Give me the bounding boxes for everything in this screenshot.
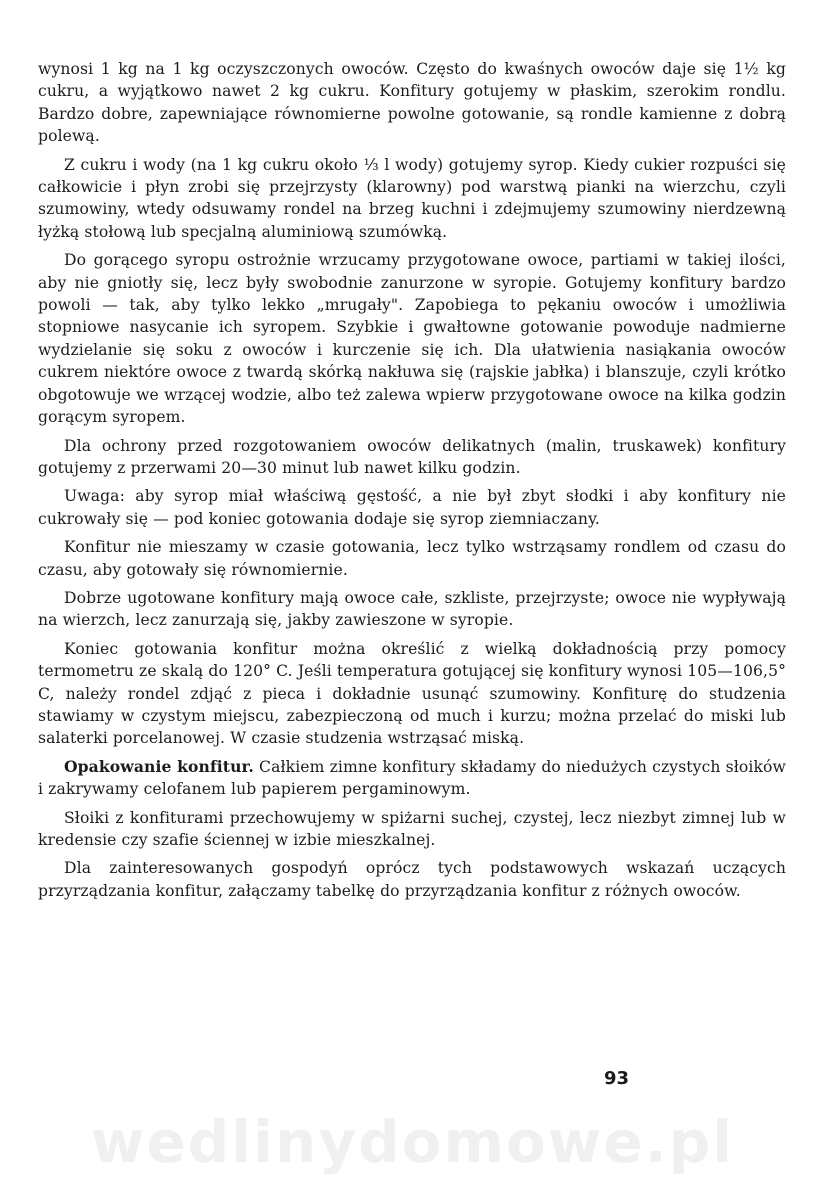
paragraph-11 (38, 857, 786, 902)
page-number: 93 (604, 1068, 630, 1089)
paragraph-8 (38, 638, 786, 750)
page-body (38, 58, 786, 908)
paragraph-3-text: Do gorącego syropu ostrożnie wrzucamy przygotowane owoce, partiami w takiej ilości, aby nie gniotły się, lecz były swobodnie zanurzone w syropie. Gotujemy konfitury bardzo powoli — tak, aby tylko lekko „mrugały". Zapobiega to pękaniu owoców i umożliwia stopniowe nasycanie ich syropem. Szybkie i gwałtowne gotowanie powoduje nadmierne wydzielanie się soku z owoców i kurczenie się ich. Dla ułatwienia nasiąkania owoców cukrem niektóre owoce z twardą skórką nakłuwa się (rajskie jabłka) i blanszuje, czyli krótko obgotowuje we wrzącej wodzie, albo też zalewa wpierw przygotowane owoce na kilka godzin gorącym syropem. (38, 251, 786, 427)
paragraph-10-text: Słoiki z konfiturami przechowujemy w spiżarni suchej, czystej, lecz niezbyt zimnej lub w kredensie czy szafie ściennej w izbie mieszkalnej. (38, 808, 786, 849)
paragraph-5 (38, 485, 786, 530)
paragraph-6-text: Konfitur nie mieszamy w czasie gotowania, lecz tylko wstrząsamy rondlem od czasu do czasu, aby gotowały się równomiernie. (38, 538, 786, 579)
paragraph-6 (38, 536, 786, 581)
paragraph-10 (38, 807, 786, 852)
paragraph-9 (38, 756, 786, 801)
paragraph-1-text: wynosi 1 kg na 1 kg oczyszczonych owoców. Często do kwaśnych owoców daje się 1½ kg cukru, a wyjątkowo nawet 2 kg cukru. Konfitury gotujemy w płaskim, szerokim rondlu. Bardzo dobre, zapewniające równomierne powolne gotowanie, są rondle kamienne z dobrą polewą. (38, 60, 786, 146)
paragraph-5-text: Uwaga: aby syrop miał właściwą gęstość, a nie był zbyt słodki i aby konfitury nie cukrowały się — pod koniec gotowania dodaje się syrop ziemniaczany. (38, 487, 786, 528)
paragraph-1 (38, 58, 786, 148)
paragraph-4 (38, 435, 786, 480)
paragraph-2-text: Z cukru i wody (na 1 kg cukru około ⅓ l wody) gotujemy syrop. Kiedy cukier rozpuści się całkowicie i płyn zrobi się przejrzysty (klarowny) pod warstwą pianki na wierzchu, czyli szumowiny, wtedy odsuwamy rondel na brzeg kuchni i zdejmujemy szumowiny nierdzewną łyżką stołową lub specjalną aluminiową szumówką. (38, 155, 786, 241)
paragraph-7-text: Dobrze ugotowane konfitury mają owoce całe, szkliste, przejrzyste; owoce nie wypływają na wierzch, lecz zanurzają się, jakby zawieszone w syropie. (38, 588, 786, 630)
paragraph-8-text: Koniec gotowania konfitur można określić z wielką dokładnością przy pomocy termometru ze skalą do 120° C. Jeśli temperatura gotującej się konfitury wynosi 105—106,5° C, należy rondel zdjąć z pieca i dokładnie usunąć szumowiny. Konfiturę do studzenia stawiamy w czystym miejscu, zabezpieczoną od much i kurzu; można przelać do miski lub salaterki porcelanowej. W czasie studzenia wstrząsać miską. (38, 639, 786, 748)
paragraph-7 (38, 587, 786, 632)
paragraph-2 (38, 154, 786, 244)
paragraph-11-text: Dla zainteresowanych gospodyń oprócz tych podstawowych wskazań uczących przyrządzania konfitur, załączamy tabelkę do przyrządzania konfitur z różnych owoców. (38, 859, 786, 900)
paragraph-3 (38, 249, 786, 428)
paragraph-9-text: Całkiem zimne konfitury składamy do niedużych czystych słoików i zakrywamy celofanem lub papierem pergaminowym. (38, 757, 786, 799)
watermark: wedlinydomowe.pl (90, 1108, 735, 1176)
section-lead-opakowanie: Opakowanie konfitur. (64, 756, 254, 776)
paragraph-4-text: Dla ochrony przed rozgotowaniem owoców delikatnych (malin, truskawek) konfitury gotujemy z przerwami 20—30 minut lub nawet kilku godzin. (38, 436, 786, 477)
